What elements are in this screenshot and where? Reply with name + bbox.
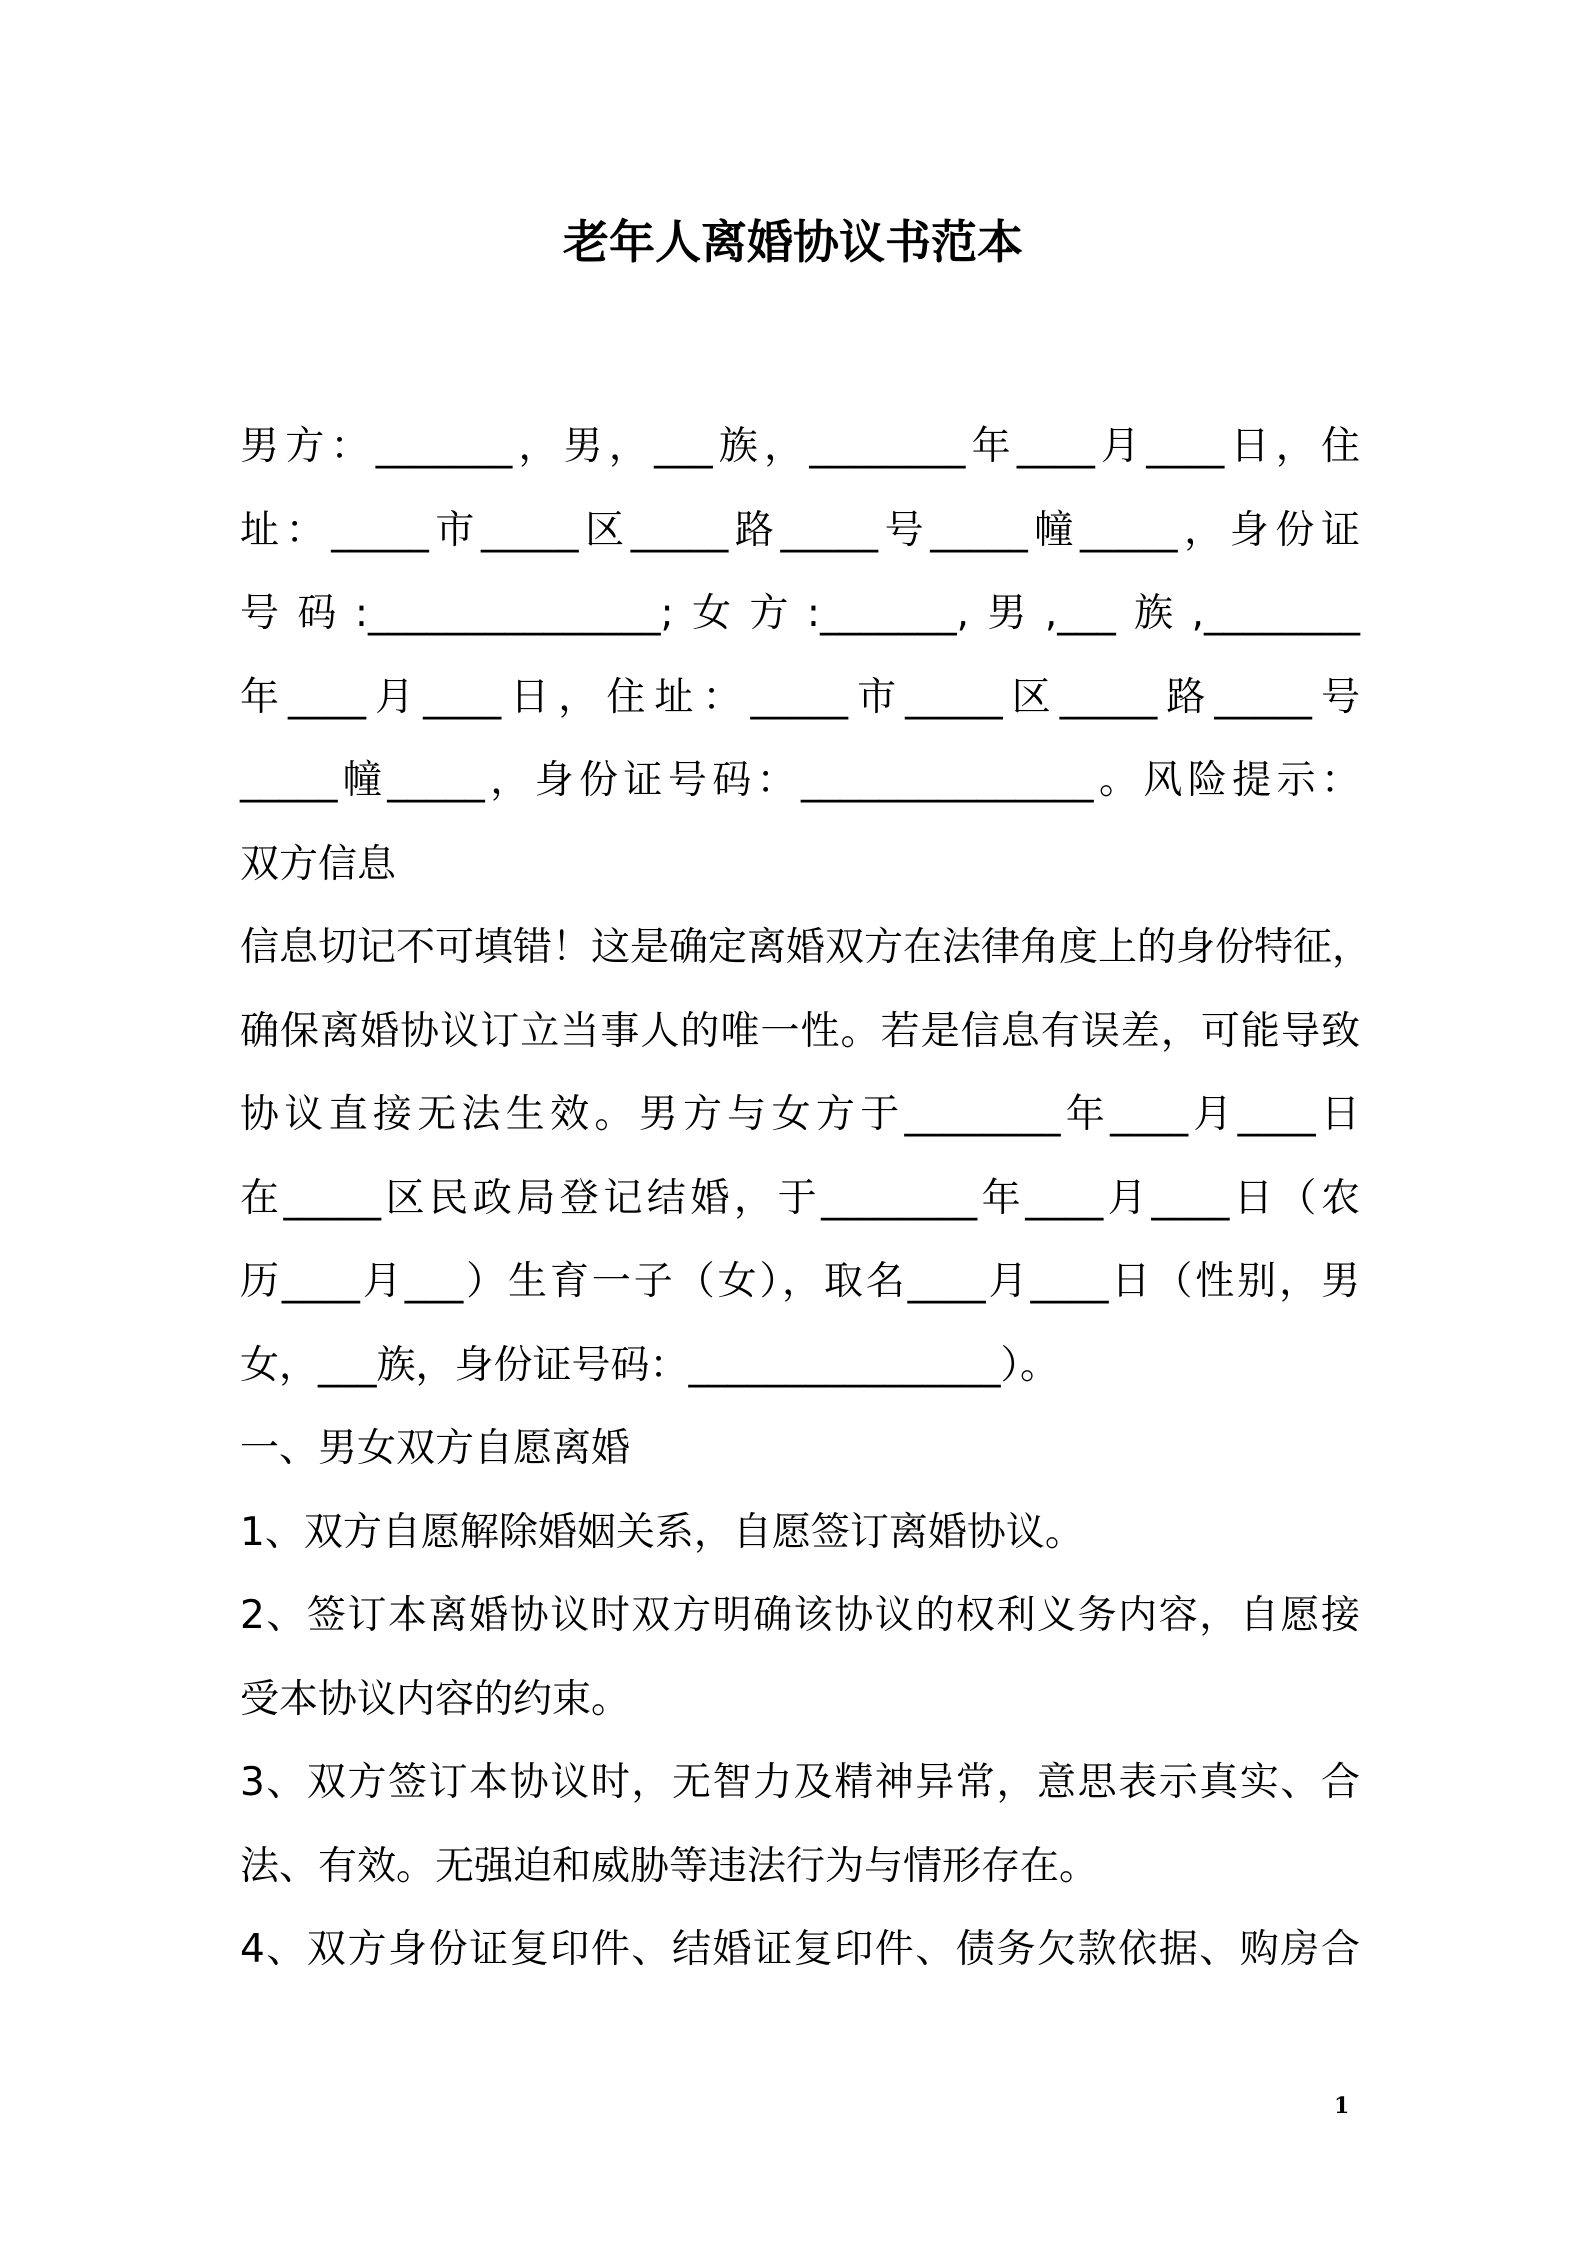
document-body (240, 405, 1372, 1992)
body-line: 女，___族，身份证号码：________________）。 (240, 1342, 1060, 1388)
body-line: 受本协议内容的约束。 (240, 1676, 631, 1722)
body-line: 确保离婚协议订立当事人的唯一性。若是信息有误差，可能导致 (240, 1008, 1360, 1054)
body-line: 信息切记不可填错！这是确定离婚双方在法律角度上的身份特征， (240, 925, 1372, 970)
body-line: 址：_____市_____区_____路_____号_____幢_____，身份证 (240, 507, 1360, 553)
body-line: 1、双方自愿解除婚姻关系，自愿签订离婚协议。 (240, 1509, 1084, 1555)
body-line: 4、双方身份证复印件、结婚证复印件、债务欠款依据、购房合 (240, 1927, 1360, 1972)
body-line: 双方信息 (240, 841, 397, 887)
body-line: 法、有效。无强迫和威胁等违法行为与情形存在。 (240, 1843, 1099, 1889)
body-line: 协议直接无法生效。男方与女方于________年____月____日 (240, 1092, 1360, 1137)
document-title: 老年人离婚协议书范本 (563, 215, 1023, 269)
body-line: 在_____区民政局登记结婚，于________年____月____日（农 (240, 1175, 1360, 1221)
section-heading: 一、男女双方自愿离婚 (240, 1426, 631, 1471)
body-line: 3、双方签订本协议时，无智力及精神异常，意思表示真实、合 (240, 1760, 1360, 1805)
body-line: 号码:_______________;女方:_______,男,___族,________ (240, 591, 1360, 636)
body-line: 男方：_______，男，___族，________年____月____日，住 (240, 424, 1360, 469)
page-number: 1 (1334, 2093, 1350, 2119)
body-line: _____幢_____，身份证号码：_______________。风险提示： (240, 758, 1360, 803)
body-line: 2、签订本离婚协议时双方明确该协议的权利义务内容，自愿接 (240, 1593, 1360, 1638)
body-line: 年____月____日，住址：_____市_____区_____路_____号 (240, 674, 1360, 720)
body-line: 历____月___）生育一子（女），取名____月____日（性别，男 (240, 1259, 1360, 1304)
